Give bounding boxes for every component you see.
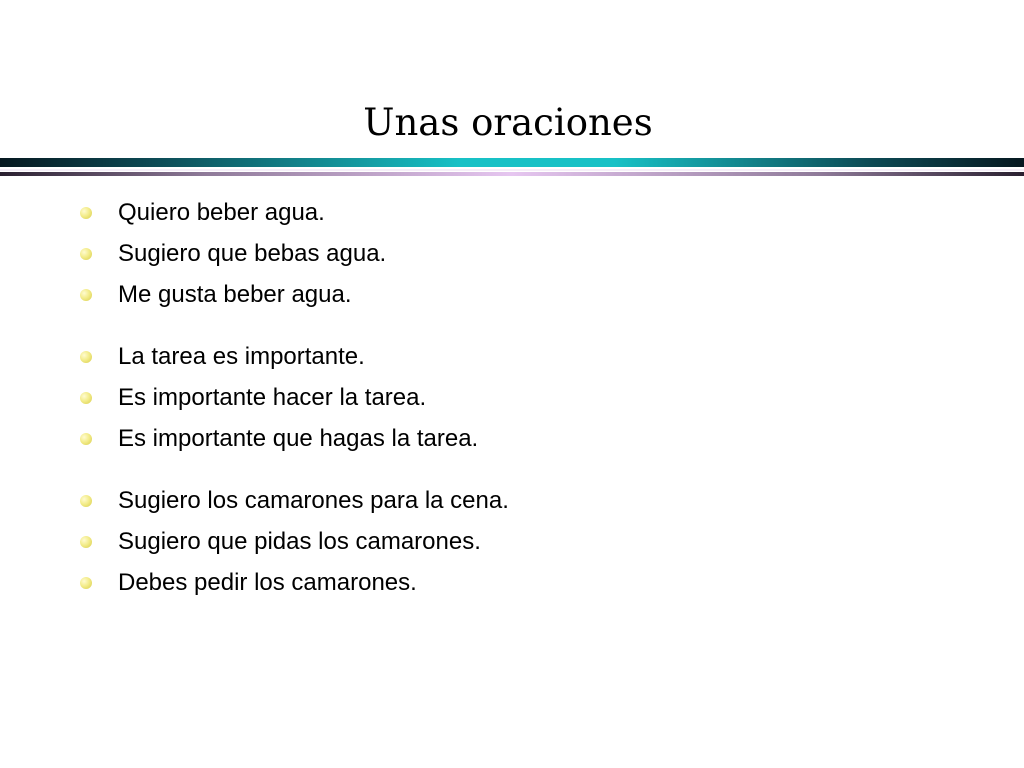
bullet-icon (80, 289, 92, 301)
bullet-icon (80, 577, 92, 589)
list-item-text: Es importante que hagas la tarea. (118, 425, 479, 452)
bullet-icon (80, 207, 92, 219)
divider-line-lavender (0, 172, 1024, 176)
list-item (80, 233, 509, 274)
list-item-text: Quiero beber agua. (118, 199, 325, 226)
list-item-text: Sugiero que pidas los camarones. (118, 528, 481, 555)
list-item-text: Es importante hacer la tarea. (118, 384, 427, 411)
bullet-icon (80, 392, 92, 404)
bullet-icon (80, 351, 92, 363)
divider-line-light (0, 169, 1024, 171)
list-item (80, 336, 509, 377)
list-item (80, 480, 509, 521)
slide-title: Unas oraciones (363, 101, 653, 144)
list-item-text: Debes pedir los camarones. (118, 569, 417, 596)
list-item (80, 274, 509, 315)
bullet-icon (80, 495, 92, 507)
bullet-icon (80, 536, 92, 548)
list-item (80, 521, 509, 562)
list-item-text: Me gusta beber agua. (118, 281, 352, 308)
list-item-text: Sugiero los camarones para la cena. (118, 487, 509, 514)
list-item-text: La tarea es importante. (118, 343, 365, 370)
bullet-icon (80, 248, 92, 260)
list-item-text: Sugiero que bebas agua. (118, 240, 387, 267)
title-divider (0, 158, 1024, 178)
bullet-list (80, 192, 509, 603)
list-item (80, 562, 509, 603)
divider-line-dark (0, 158, 1024, 167)
bullet-icon (80, 433, 92, 445)
list-item (80, 192, 509, 233)
list-item (80, 377, 509, 418)
list-item (80, 418, 509, 459)
